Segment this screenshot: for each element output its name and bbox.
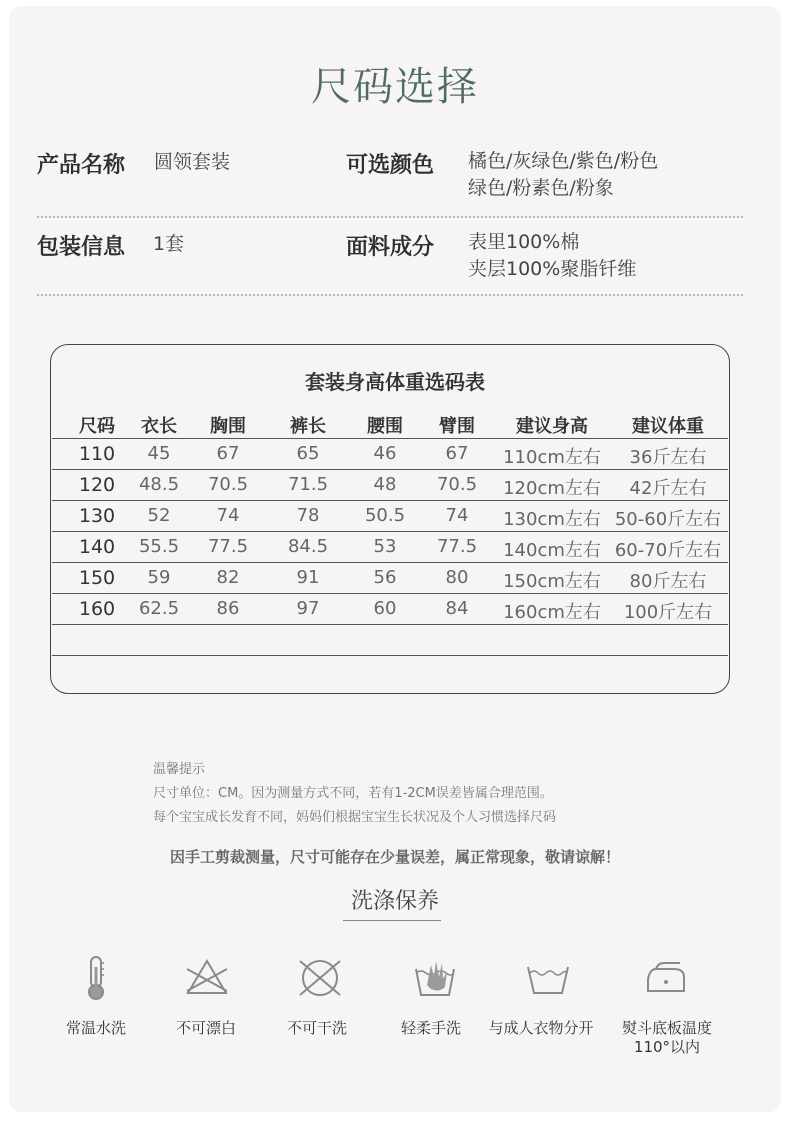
table-cell-size: 160 [78, 598, 116, 620]
table-cell-chest: 70.5 [207, 474, 249, 495]
table-cell-chest: 67 [216, 443, 240, 464]
care-label [252, 1019, 382, 1038]
package-value: 1套 [153, 233, 185, 255]
table-row-divider [52, 593, 728, 594]
tips-heading: 温馨提示 [153, 762, 206, 777]
size-table-title: 套装身高体重选码表 [305, 370, 485, 394]
care-title-underline [343, 920, 441, 921]
table-cell-arm: 70.5 [436, 474, 478, 495]
thermometer-icon [72, 955, 120, 1001]
table-cell-length: 45 [147, 443, 171, 464]
tips-line2: 每个宝宝成长发育不同，妈妈们根据宝宝生长状况及个人习惯选择尺码 [153, 810, 557, 825]
header-height: 建议身高 [516, 416, 588, 437]
fabric-line2: 夹层100%聚脂钎维 [468, 258, 637, 280]
table-cell-length: 52 [147, 505, 171, 526]
table-cell-length: 48.5 [138, 474, 180, 495]
table-row-divider [52, 655, 728, 656]
table-cell-arm: 80 [445, 567, 469, 588]
header-waist: 腰围 [367, 416, 403, 437]
table-cell-waist: 46 [373, 443, 397, 464]
table-row-divider [52, 500, 728, 501]
table-cell-pants-length: 97 [296, 598, 320, 619]
table-cell-pants-length: 71.5 [287, 474, 329, 495]
table-cell-weight: 80斤左右 [629, 571, 707, 592]
table-cell-height: 110cm左右 [503, 447, 601, 468]
table-cell-height: 120cm左右 [503, 478, 601, 499]
table-cell-pants-length: 78 [296, 505, 320, 526]
care-label [476, 1019, 606, 1038]
care-label-text: 常温水洗 [65, 1019, 126, 1037]
table-cell-arm: 74 [445, 505, 469, 526]
header-size: 尺码 [79, 416, 115, 437]
table-cell-weight: 42斤左右 [629, 478, 707, 499]
header-weight: 建议体重 [632, 416, 704, 437]
header-chest: 胸围 [210, 416, 246, 437]
no-dry-clean-icon [296, 955, 344, 1001]
table-cell-waist: 50.5 [364, 505, 406, 526]
table-cell-length: 62.5 [138, 598, 180, 619]
product-name-label: 产品名称 [37, 153, 126, 178]
hand-wash-icon [411, 955, 459, 1001]
notice-text: 因手工剪裁测量，尺寸可能存在少量误差，属正常现象，敬请谅解！ [169, 848, 620, 866]
table-cell-arm: 67 [445, 443, 469, 464]
care-label-text: 与成人衣物分开 [488, 1019, 594, 1037]
table-cell-height: 130cm左右 [503, 509, 601, 530]
table-cell-length: 59 [147, 567, 171, 588]
table-cell-height: 140cm左右 [503, 540, 601, 561]
colors-line1: 橘色/灰绿色/紫色/粉色 [468, 150, 659, 172]
fabric-line1: 表里100%棉 [468, 231, 580, 253]
table-cell-pants-length: 65 [296, 443, 320, 464]
care-label-text: 熨斗底板温度 [621, 1019, 712, 1037]
header-pants-length: 裤长 [290, 416, 326, 437]
table-cell-waist: 60 [373, 598, 397, 619]
table-cell-pants-length: 84.5 [287, 536, 329, 557]
table-row-divider [52, 562, 728, 563]
table-cell-arm: 77.5 [436, 536, 478, 557]
table-cell-length: 55.5 [138, 536, 180, 557]
table-cell-size: 120 [78, 474, 116, 496]
table-row-divider [52, 531, 728, 532]
care-label-text-2: 110°以内 [633, 1038, 701, 1056]
table-cell-chest: 77.5 [207, 536, 249, 557]
table-cell-size: 150 [78, 567, 116, 589]
table-cell-height: 160cm左右 [503, 602, 601, 623]
table-cell-waist: 56 [373, 567, 397, 588]
table-cell-waist: 48 [373, 474, 397, 495]
table-cell-size: 110 [78, 443, 116, 465]
divider-dotted [37, 294, 743, 296]
page-title: 尺码选择 [311, 64, 479, 110]
table-cell-arm: 84 [445, 598, 469, 619]
care-label [602, 1019, 732, 1057]
colors-label: 可选颜色 [346, 153, 435, 178]
colors-line2: 绿色/粉素色/粉象 [468, 177, 614, 199]
table-row-divider [52, 438, 728, 439]
table-cell-weight: 60-70斤左右 [614, 540, 722, 561]
package-label: 包装信息 [37, 235, 126, 260]
care-title: 洗涤保养 [350, 889, 439, 914]
table-cell-chest: 86 [216, 598, 240, 619]
table-cell-size: 130 [78, 505, 116, 527]
table-cell-pants-length: 91 [296, 567, 320, 588]
divider-dotted [37, 216, 743, 218]
table-cell-weight: 100斤左右 [623, 602, 713, 623]
care-label-text: 不可干洗 [286, 1019, 347, 1037]
table-row-divider [52, 624, 728, 625]
tips-line1: 尺寸单位：CM。因为测量方式不同，若有1-2CM误差皆属合理范围。 [153, 786, 553, 801]
table-cell-weight: 50-60斤左右 [614, 509, 722, 530]
table-cell-height: 150cm左右 [503, 571, 601, 592]
table-row-divider [52, 469, 728, 470]
iron-icon [642, 955, 690, 1001]
table-cell-size: 140 [78, 536, 116, 558]
care-label-text: 轻柔手洗 [400, 1019, 461, 1037]
table-cell-chest: 82 [216, 567, 240, 588]
product-name-value: 圆领套装 [154, 151, 231, 173]
care-label-text: 不可漂白 [175, 1019, 236, 1037]
fabric-label: 面料成分 [346, 235, 435, 260]
header-arm: 臂围 [439, 416, 475, 437]
wash-tub-icon [524, 955, 572, 1001]
no-bleach-icon [183, 955, 231, 1001]
table-cell-weight: 36斤左右 [629, 447, 707, 468]
header-length: 衣长 [141, 416, 177, 437]
table-cell-chest: 74 [216, 505, 240, 526]
table-cell-waist: 53 [373, 536, 397, 557]
